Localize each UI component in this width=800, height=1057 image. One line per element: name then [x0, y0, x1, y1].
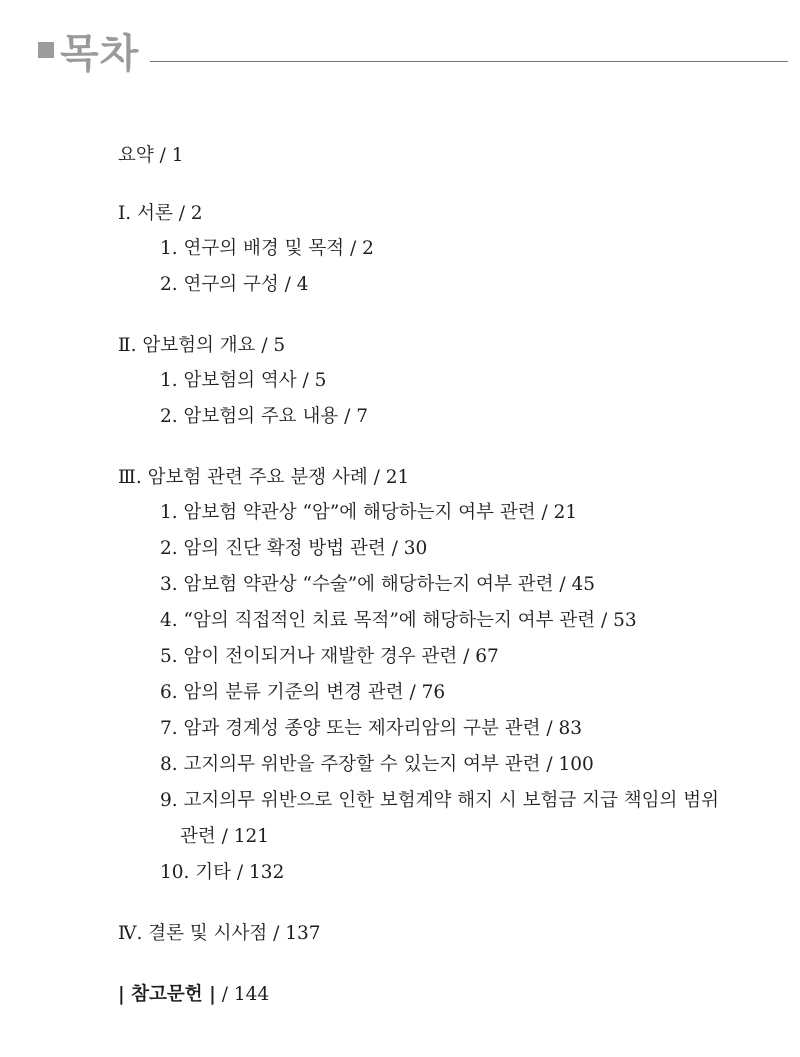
references-page: / 144 [215, 984, 270, 1005]
toc-section[interactable]: 8. 고지의무 위반을 주장할 수 있는지 여부 관련 / 100 [160, 754, 594, 775]
toc-section[interactable]: 4. “암의 직접적인 치료 목적”에 해당하는지 여부 관련 / 53 [160, 610, 637, 631]
toc-entry-references[interactable] [118, 983, 269, 1007]
header-rule [150, 61, 788, 62]
toc-header [38, 28, 788, 84]
toc-section[interactable]: 1. 암보험 약관상 “암”에 해당하는지 여부 관련 / 21 [160, 502, 578, 523]
references-label: | 참고문헌 | [118, 984, 216, 1005]
toc-section[interactable]: 5. 암이 전이되거나 재발한 경우 관련 / 67 [160, 646, 499, 667]
toc-chapter-4[interactable]: Ⅳ. 결론 및 시사점 / 137 [118, 923, 321, 944]
toc-entry-summary[interactable]: 요약 / 1 [118, 145, 184, 166]
toc-section[interactable]: 2. 암보험의 주요 내용 / 7 [160, 406, 369, 427]
toc-chapter-1[interactable]: Ⅰ. 서론 / 2 [118, 203, 203, 224]
toc-section[interactable]: 1. 연구의 배경 및 목적 / 2 [160, 238, 374, 259]
toc-section[interactable]: 3. 암보험 약관상 “수술”에 해당하는지 여부 관련 / 45 [160, 574, 596, 595]
toc-section[interactable]: 7. 암과 경계성 종양 또는 제자리암의 구분 관련 / 83 [160, 718, 583, 739]
toc-section[interactable]: 2. 암의 진단 확정 방법 관련 / 30 [160, 538, 428, 559]
page-title: 목차 [60, 31, 140, 77]
toc-chapter-3[interactable]: Ⅲ. 암보험 관련 주요 분쟁 사례 / 21 [118, 467, 410, 488]
header-square-icon [38, 42, 54, 58]
toc-section[interactable]: 9. 고지의무 위반으로 인한 보험계약 해지 시 보험금 지급 책임의 범위 [160, 790, 719, 811]
toc-section[interactable]: 6. 암의 분류 기준의 변경 관련 / 76 [160, 682, 446, 703]
toc-section-continuation[interactable]: 관련 / 121 [180, 826, 270, 847]
toc-section[interactable]: 10. 기타 / 132 [160, 862, 285, 883]
toc-chapter-2[interactable]: Ⅱ. 암보험의 개요 / 5 [118, 335, 286, 356]
toc-section[interactable]: 1. 암보험의 역사 / 5 [160, 370, 327, 391]
toc-section[interactable]: 2. 연구의 구성 / 4 [160, 274, 309, 295]
